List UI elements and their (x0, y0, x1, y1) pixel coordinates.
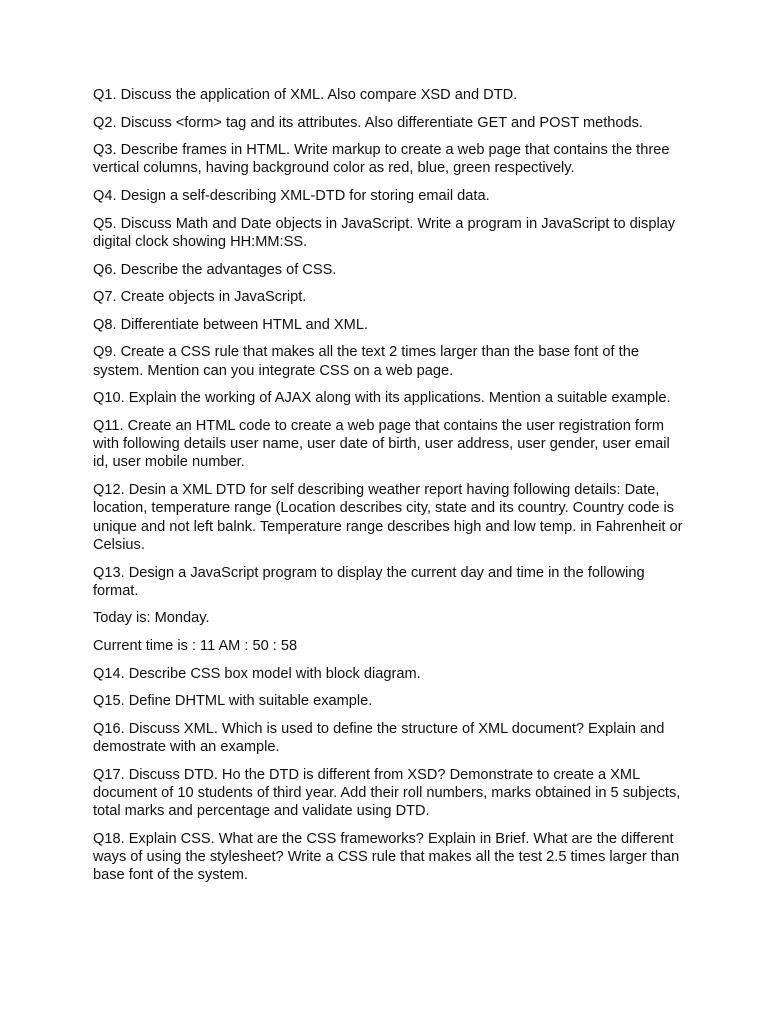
question-q10: Q10. Explain the working of AJAX along with its applications. Mention a suitable example. (93, 390, 671, 407)
example-time-line: Current time is : 11 AM : 50 : 58 (93, 637, 298, 654)
question-q14: Q14. Describe CSS box model with block diagram. (93, 665, 421, 682)
question-q2: Q2. Discuss <form> tag and its attributes. Also differentiate GET and POST methods. (93, 114, 643, 131)
question-q11: Q11. Create an HTML code to create a web page that contains the user registration form with following details user name, user date of birth, user address, user gender, user email id, user mobile number. (93, 417, 670, 471)
question-list (93, 86, 683, 894)
question-q9: Q9. Create a CSS rule that makes all the text 2 times larger than the base font of the system. Mention can you integrate CSS on a web page. (93, 344, 639, 379)
question-q17: Q17. Discuss DTD. Ho the DTD is different from XSD? Demonstrate to create a XML document of 10 students of third year. Add their roll numbers, marks obtained in 5 subjects, total marks and percentage and validate using DTD. (93, 766, 681, 820)
question-q16: Q16. Discuss XML. Which is used to define the structure of XML document? Explain and demostrate with an example. (93, 720, 665, 756)
question-q6: Q6. Describe the advantages of CSS. (93, 261, 337, 278)
question-q7: Q7. Create objects in JavaScript. (93, 289, 307, 306)
question-q15: Q15. Define DHTML with suitable example. (93, 693, 373, 710)
question-q8: Q8. Differentiate between HTML and XML. (93, 316, 368, 333)
question-q3: Q3. Describe frames in HTML. Write markup to create a web page that contains the three vertical columns, having background color as red, blue, green respectively. (93, 142, 670, 177)
example-day-line: Today is: Monday. (93, 610, 210, 627)
question-q4: Q4. Design a self-describing XML-DTD for storing email data. (93, 188, 490, 205)
question-q1: Q1. Discuss the application of XML. Also compare XSD and DTD. (93, 87, 518, 103)
question-q12: Q12. Desin a XML DTD for self describing weather report having following details: Date, location, temperature range (Location describes city, state and its country. Country code is unique and not left balnk. Temperature range describes high and low temp. in Fahrenheit or Celsius. (93, 482, 683, 553)
question-q13: Q13. Design a JavaScript program to display the current day and time in the following format. (93, 564, 645, 599)
question-q18: Q18. Explain CSS. What are the CSS frameworks? Explain in Brief. What are the different ways of using the stylesheet? Write a CSS rule that makes all the test 2.5 times larger than base font of the system. (93, 830, 680, 884)
question-q5: Q5. Discuss Math and Date objects in JavaScript. Write a program in JavaScript to display digital clock showing HH:MM:SS. (93, 215, 676, 250)
